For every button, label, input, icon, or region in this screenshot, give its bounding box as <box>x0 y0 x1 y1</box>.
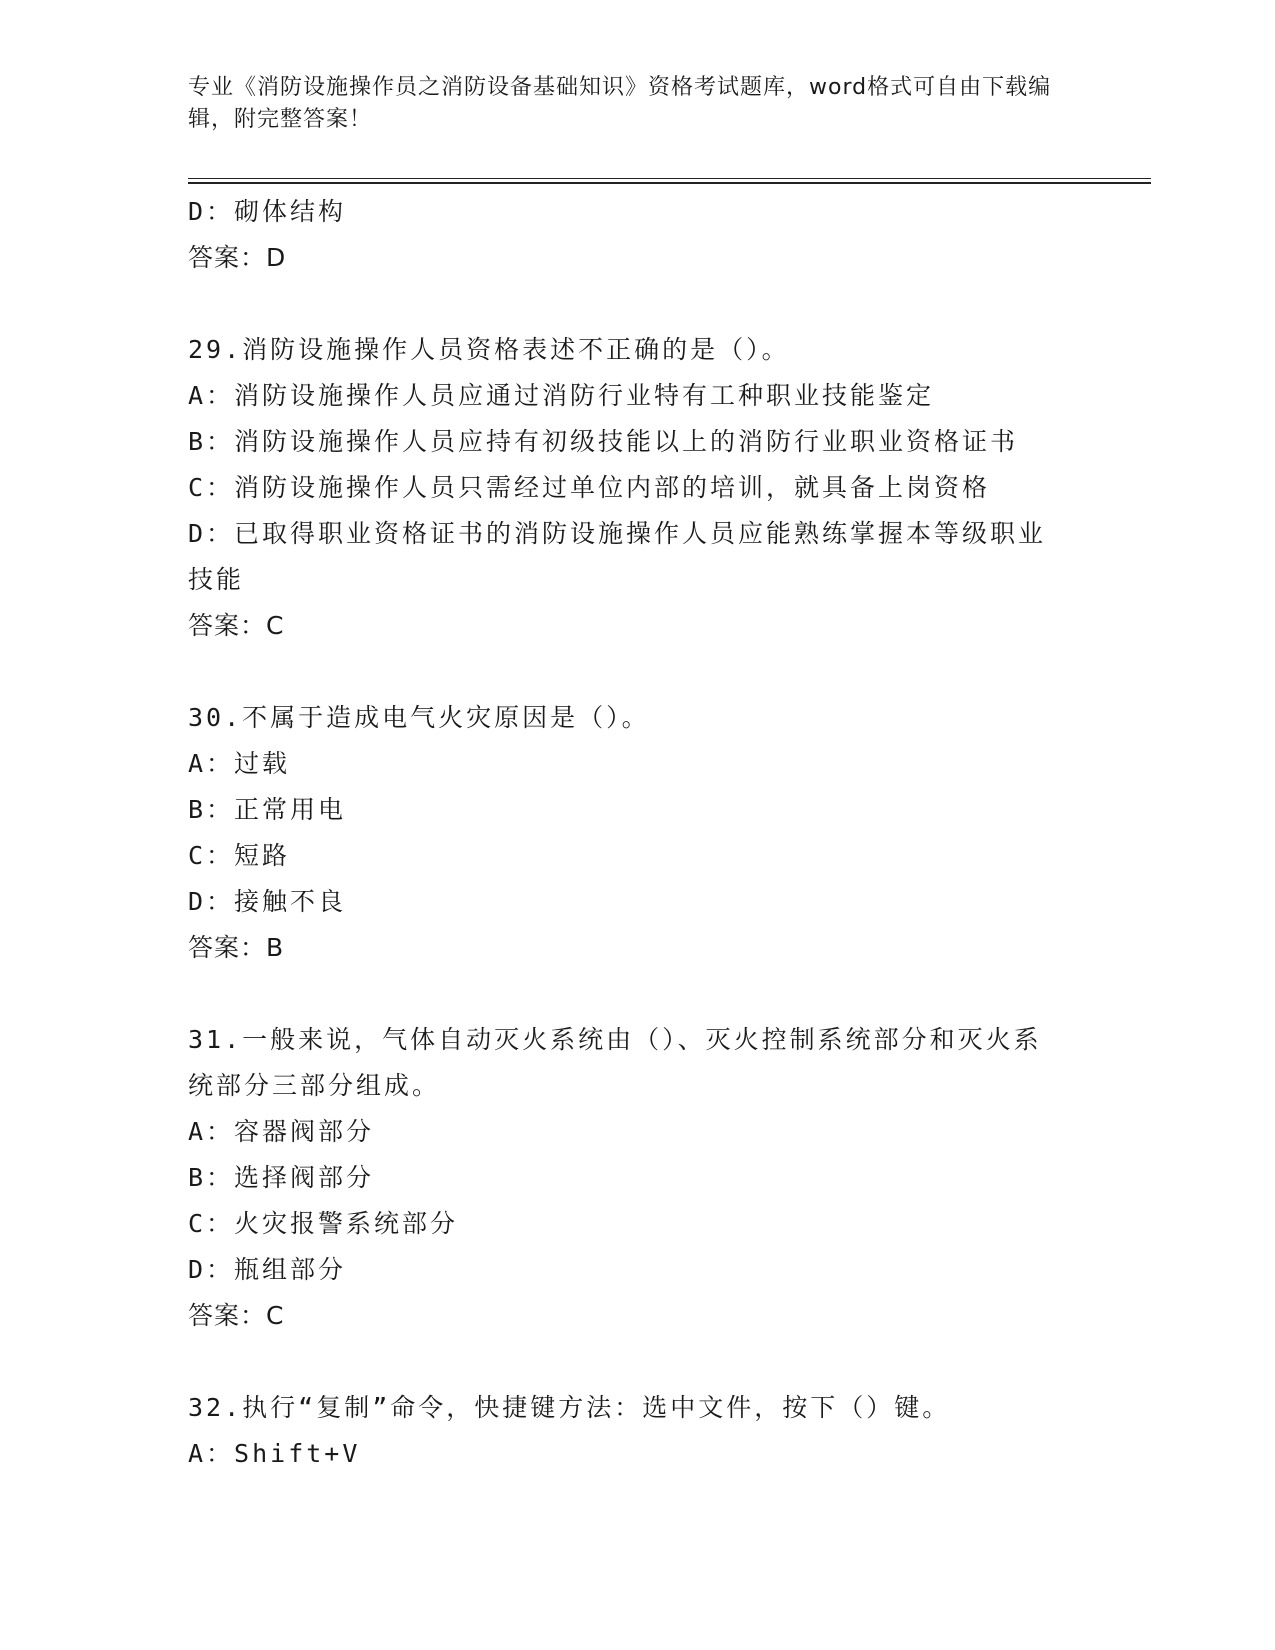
document-header: 专业《消防设施操作员之消防设备基础知识》资格考试题库，word格式可自由下载编辑，附完整答案！ <box>188 75 1052 132</box>
option-c: C：火灾报警系统部分 <box>188 1209 459 1238</box>
answer: 答案：C <box>188 1301 285 1330</box>
option-c: C：短路 <box>188 841 291 870</box>
option-d: D：瓶组部分 <box>188 1255 347 1284</box>
question-stem: 29.消防设施操作人员资格表述不正确的是（）。 <box>188 335 790 364</box>
option-d-continued: 技能 <box>188 565 245 594</box>
header-divider-thin <box>188 178 1151 179</box>
spacer <box>188 971 1078 1017</box>
option-b: B：正常用电 <box>188 795 347 824</box>
question-list <box>188 189 1078 1477</box>
spacer <box>188 1339 1078 1385</box>
option-d: D：砌体结构 <box>188 197 347 226</box>
option-d: D：已取得职业资格证书的消防设施操作人员应能熟练掌握本等级职业 <box>188 519 1047 548</box>
question-block-32 <box>188 1385 1078 1477</box>
question-stem-continued: 统部分三部分组成。 <box>188 1071 441 1100</box>
option-a: A：容器阀部分 <box>188 1117 375 1146</box>
question-block-31 <box>188 1017 1078 1339</box>
question-stem: 30.不属于造成电气火灾原因是（）。 <box>188 703 650 732</box>
question-block-30 <box>188 695 1078 971</box>
option-c: C：消防设施操作人员只需经过单位内部的培训，就具备上岗资格 <box>188 473 991 502</box>
option-d: D：接触不良 <box>188 887 347 916</box>
spacer <box>188 649 1078 695</box>
spacer <box>188 281 1078 327</box>
question-block-29 <box>188 327 1078 649</box>
option-b: B：选择阀部分 <box>188 1163 375 1192</box>
question-block-28 <box>188 189 1078 281</box>
answer: 答案：C <box>188 611 285 640</box>
option-b: B：消防设施操作人员应持有初级技能以上的消防行业职业资格证书 <box>188 427 1019 456</box>
option-a: A：Shift+V <box>188 1439 361 1468</box>
header-divider-thick <box>188 182 1151 184</box>
question-stem: 31.一般来说，气体自动灭火系统由（）、灭火控制系统部分和灭火系 <box>188 1025 1042 1054</box>
answer: 答案：D <box>188 243 287 272</box>
answer: 答案：B <box>188 933 285 962</box>
option-a: A：消防设施操作人员应通过消防行业特有工种职业技能鉴定 <box>188 381 935 410</box>
option-a: A：过载 <box>188 749 291 778</box>
question-stem: 32.执行“复制”命令，快捷键方法：选中文件，按下（）键。 <box>188 1393 951 1422</box>
